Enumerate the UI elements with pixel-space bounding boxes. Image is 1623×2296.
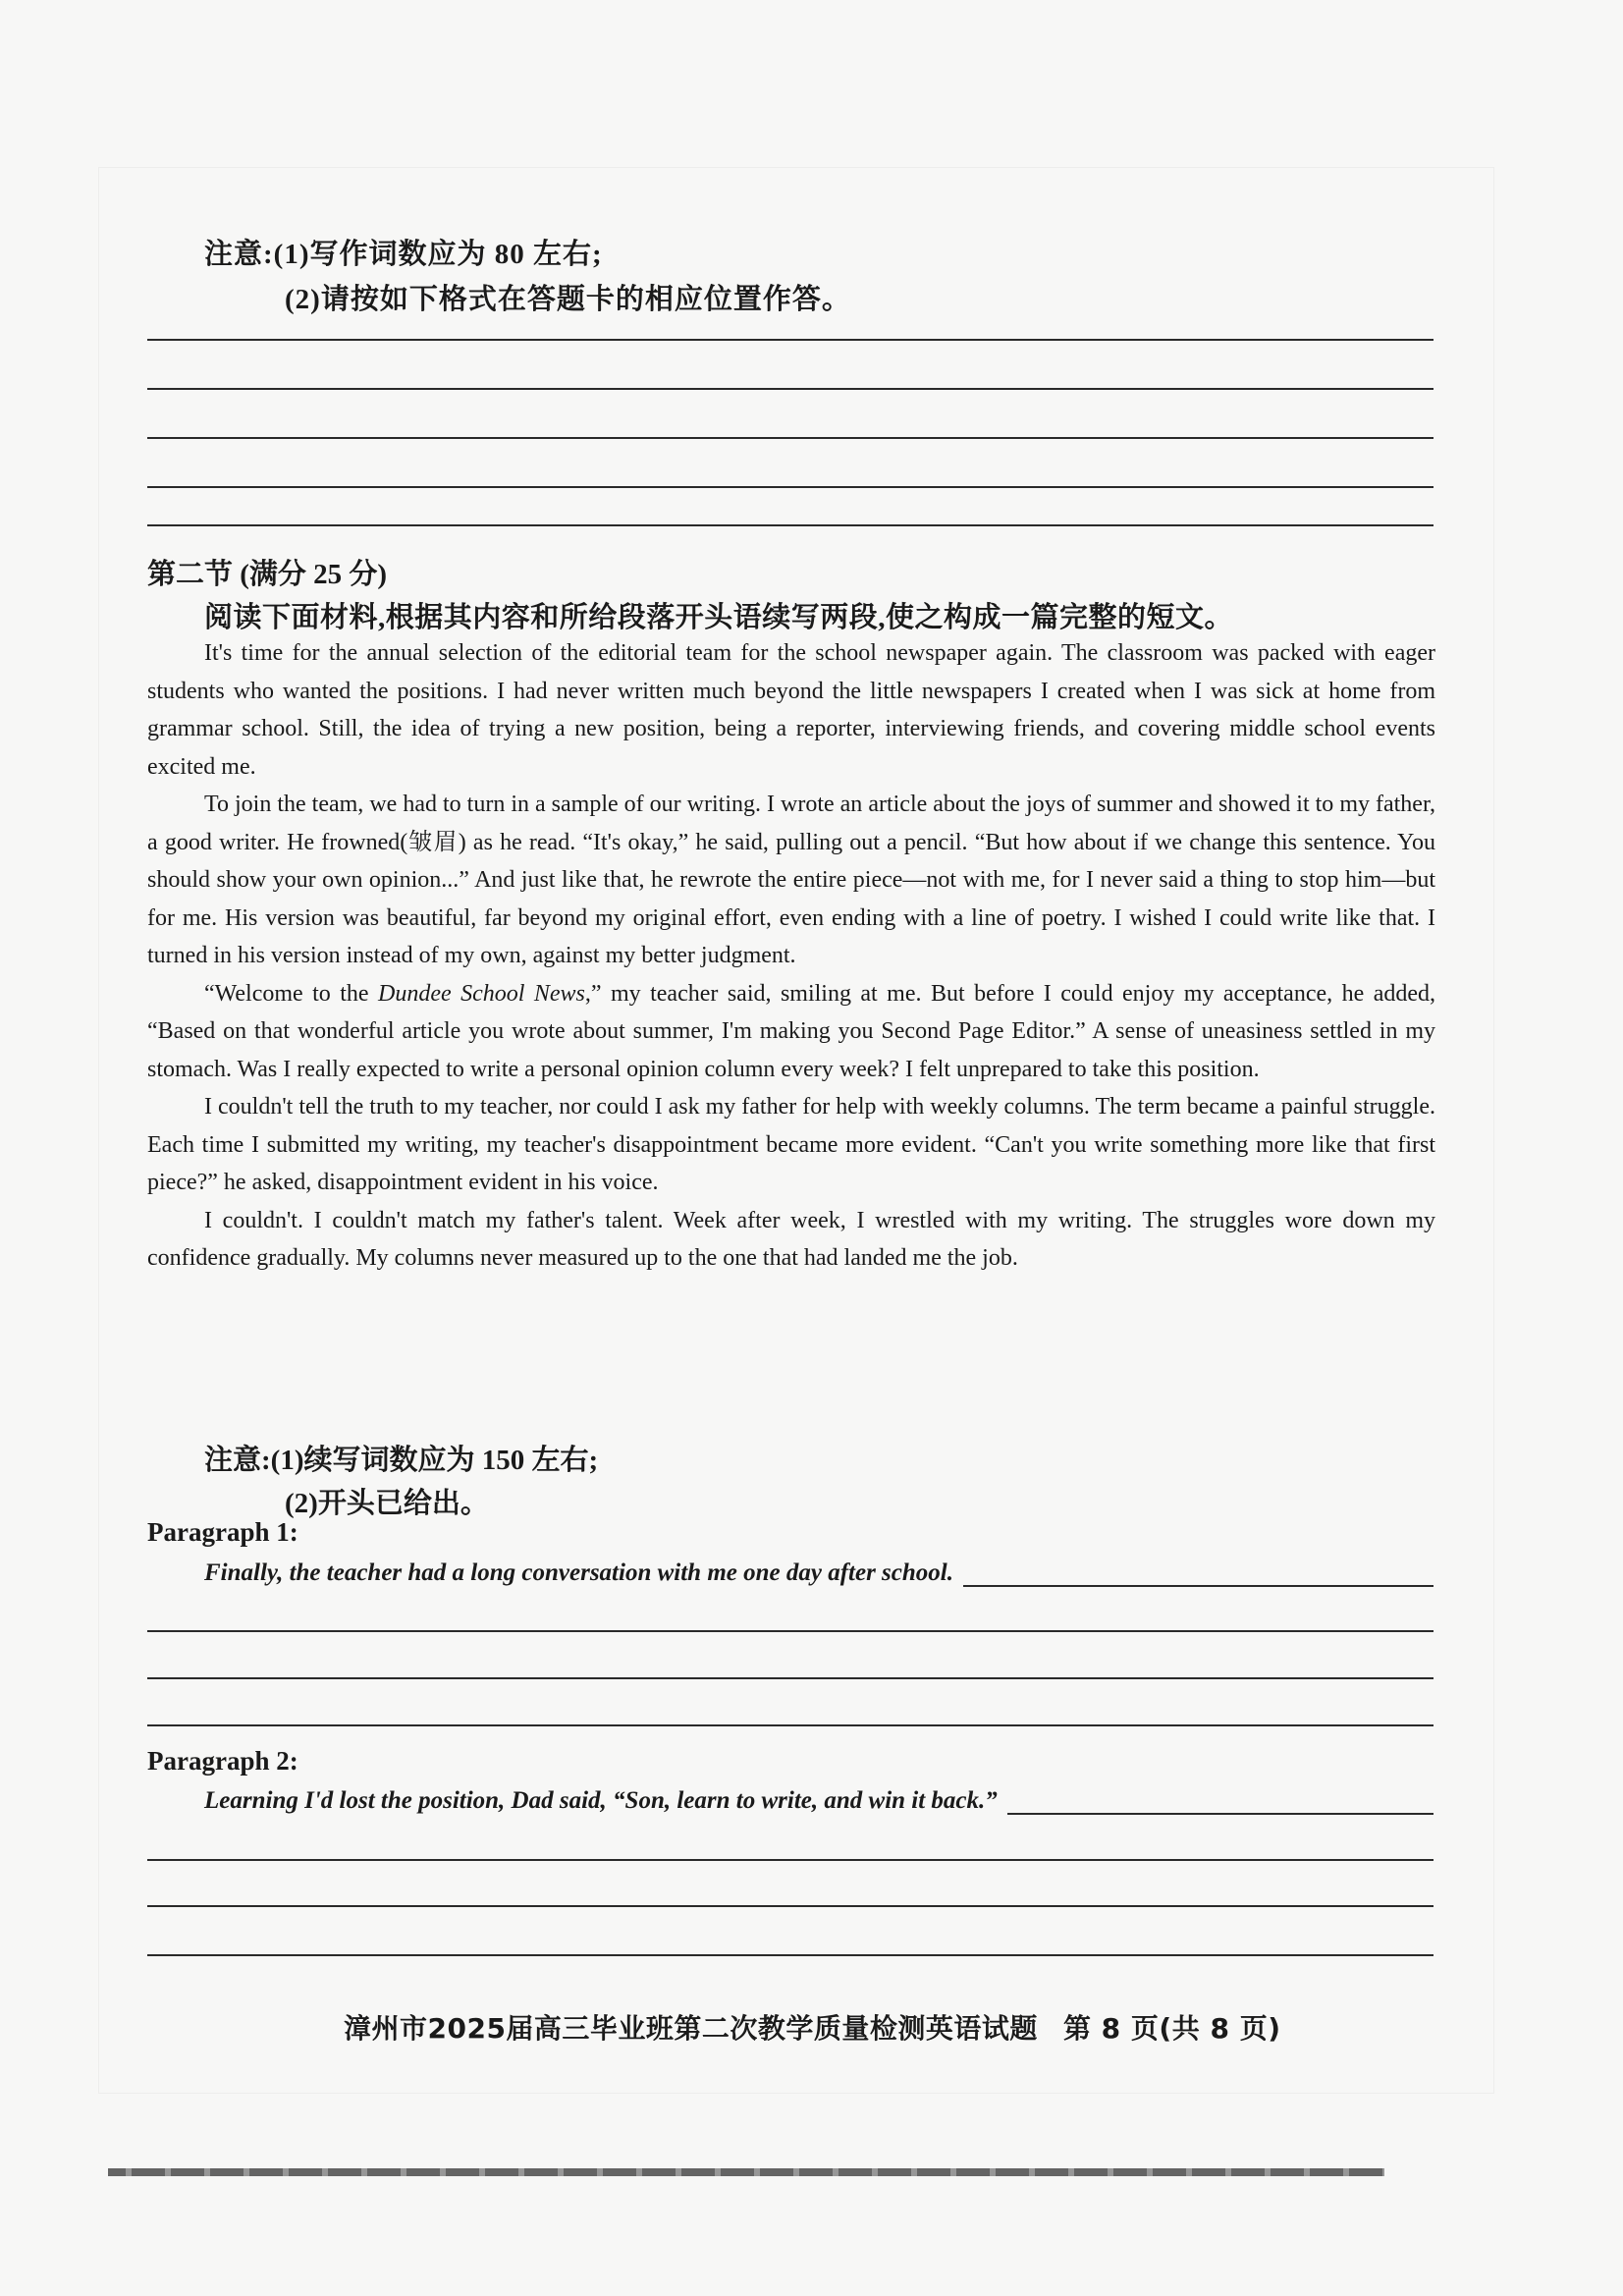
answer-line: [147, 1859, 1434, 1861]
scan-edge-artifact: [108, 2168, 1384, 2176]
paragraph2-opening: Learning I'd lost the position, Dad said, “Son, learn to write, and win it back.”: [204, 1787, 998, 1814]
continuation-note-item2: (2)开头已给出。: [285, 1488, 489, 1519]
answer-line: [147, 1630, 1434, 1632]
page-footer: [344, 2007, 1281, 2047]
paragraph2-opening-row: [204, 1787, 1434, 1815]
answer-line: [963, 1561, 1434, 1587]
passage-paragraph-3: [147, 975, 1435, 1089]
answer-line: [1007, 1789, 1434, 1815]
passage-paragraph-5: I couldn't. I couldn't match my father's talent. Week after week, I wrestled with my writing. The struggles wore down my confidence gradually. My columns never measured up to the one that had landed me the job.: [147, 1207, 1435, 1271]
reading-passage: [147, 634, 1435, 1278]
answer-line: [147, 1724, 1434, 1726]
paragraph1-label: Paragraph 1:: [147, 1517, 298, 1547]
answer-line: [147, 437, 1434, 439]
paragraph1-opening-row: [204, 1559, 1434, 1587]
answer-line: [147, 339, 1434, 341]
newspaper-name: Dundee School News: [378, 980, 585, 1007]
answer-line: [147, 1905, 1434, 1907]
passage-paragraph-1: It's time for the annual selection of the editorial team for the school newspaper again. The classroom was packed with eager students who wanted the positions. I had never written much beyond the little newspapers I created when I was sick at home from grammar school. Still, the idea of trying a new position, being a reporter, interviewing friends, and covering middle school events excited me.: [147, 640, 1435, 780]
footer-page-number: 第 8 页(共 8 页): [1062, 2012, 1281, 2045]
answer-line: [147, 388, 1434, 390]
passage-paragraph-2: To join the team, we had to turn in a sample of our writing. I wrote an article about the joys of summer and showed it to my father, a good writer. He frowned(皱眉) as he read. “It's okay,” he said, pulling out a pencil. “But how about if we change this sentence. You should show your own opinion...” And just like that, he rewrote the entire piece—not with me, for I never said a thing to stop him—but for me. His version was beautiful, far beyond my original effort, even ending with a line of poetry. I wished I could write like that. I turned in his version instead of my own, against my better judgment.: [147, 792, 1435, 968]
answer-line: [147, 524, 1434, 526]
paragraph2-label: Paragraph 2:: [147, 1746, 298, 1776]
footer-title: 漳州市2025届高三毕业班第二次教学质量检测英语试题: [344, 2012, 1038, 2045]
writing-note-title: 注意:(1)写作词数应为 80 左右;: [204, 239, 603, 270]
passage-p3-start: “Welcome to the: [204, 980, 379, 1007]
answer-line: [147, 1954, 1434, 1956]
paragraph1-opening: Finally, the teacher had a long conversation with me one day after school.: [204, 1559, 953, 1586]
section-instruction: 阅读下面材料,根据其内容和所给段落开头语续写两段,使之构成一篇完整的短文。: [204, 602, 1234, 633]
section-title: 第二节 (满分 25 分): [147, 559, 388, 590]
answer-line: [147, 486, 1434, 488]
passage-p3-end: ,” my teacher said, smiling at me. But before I could enjoy my acceptance, he added, “Based on that wonderful article you wrote about summer, I'm making you Second Page Editor.” A sense of uneasiness settled in my stomach. Was I really expected to write a personal opinion column every week? I felt unprepared to take this position.: [147, 980, 1435, 1082]
continuation-note-title: 注意:(1)续写词数应为 150 左右;: [204, 1445, 599, 1476]
writing-note-item2: (2)请按如下格式在答题卡的相应位置作答。: [285, 284, 851, 315]
passage-paragraph-4: I couldn't tell the truth to my teacher, nor could I ask my father for help with weekly columns. The term became a painful struggle. Each time I submitted my writing, my teacher's disappointment became more evident. “Can't you write something more like that first piece?” he asked, disappointment evident in his voice.: [147, 1094, 1435, 1195]
answer-line: [147, 1677, 1434, 1679]
